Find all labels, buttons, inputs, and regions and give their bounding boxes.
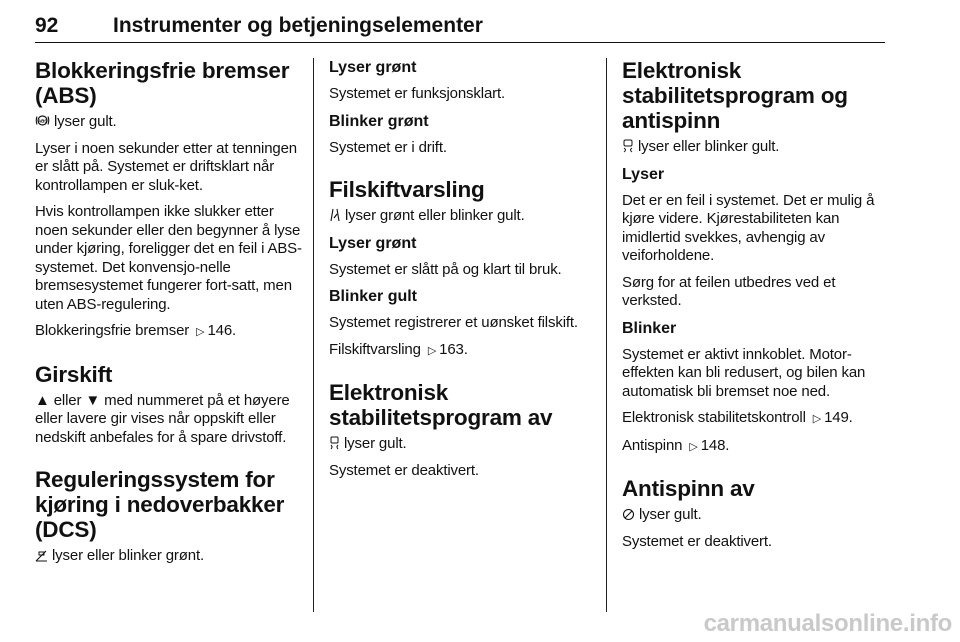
esp-indicator-line: lyser eller blinker gult. — [622, 138, 886, 157]
hill-descent-icon — [35, 548, 48, 562]
lane-departure-icon — [329, 208, 341, 222]
antispinn-reference: Antispinn ▷ 148. — [622, 436, 730, 454]
status-label: Lyser grønt — [329, 59, 417, 76]
page-ref-arrow-icon: ▷ — [427, 344, 437, 357]
status-text: Systemet er deaktivert. — [622, 532, 772, 550]
section-heading-dcs: Reguleringssystem for kjøring i nedoverbakker (DCS) — [35, 467, 285, 542]
status-text: Systemet er i drift. — [329, 138, 447, 156]
status-text: Systemet er deaktivert. — [329, 461, 479, 479]
section-heading-esp: Elektronisk stabilitetsprogram og antispinn — [622, 58, 848, 133]
watermark: carmanualsonline.info — [703, 610, 952, 637]
status-text: Systemet er aktivt innkoblet. Motor-effekten kan bli redusert, og bilen kan automatisk bli bremset noe ned. — [622, 345, 866, 400]
page-number: 92 — [35, 14, 59, 37]
page-title: Instrumenter og betjeningselementer — [113, 14, 483, 37]
ref-page: 163. — [439, 340, 468, 358]
esp-icon — [622, 139, 634, 153]
arrow-down-icon: ▼ — [85, 391, 101, 409]
svg-text:ABS: ABS — [37, 118, 48, 124]
column-middle — [329, 58, 591, 488]
antispinn-off-indicator-line: lyser gult. — [622, 506, 886, 525]
abs-paragraph: Hvis kontrollampen ikke slukker etter noen sekunder eller den begynner å lyse under kjøring, foreligger det en feil i ABS-systemet. Det konvensjo-nelle bremsesystemet fungerer fort-satt, men uten ABS-regulering. — [35, 203, 302, 313]
status-label: Blinker gult — [329, 288, 418, 305]
status-text: Systemet registrerer et uønsket filskift. — [329, 314, 578, 331]
section-heading-filskift: Filskiftvarsling — [329, 177, 485, 202]
ref-page: 148. — [700, 436, 730, 454]
status-label: Blinker grønt — [329, 112, 429, 130]
filskift-reference: Filskiftvarsling ▷ 163. — [329, 340, 468, 358]
status-label: Lyser — [622, 165, 665, 183]
status-text: Systemet er funksjonsklart. — [329, 85, 506, 102]
esp-off-indicator-line: lyser gult. — [329, 435, 591, 454]
column-divider — [313, 58, 314, 612]
abs-warning-icon — [35, 114, 50, 127]
status-text: Systemet er slått på og klart til bruk. — [329, 260, 562, 278]
ref-page: 146. — [207, 322, 237, 339]
filskift-indicator-line: lyser grønt eller blinker gult. — [329, 207, 591, 226]
status-text: Det er en feil i systemet. Det er mulig å kjøre videre. Kjørestabiliteten kan imidlertid svekkes, avhengig av veiforholdene. — [622, 191, 875, 264]
arrow-up-icon: ▲ — [35, 391, 50, 409]
section-heading-girskift: Girskift — [35, 361, 113, 387]
traction-control-off-icon — [622, 508, 635, 521]
girskift-text: ▲ eller ▼ med nummeret på et høyere eller lavere gir vises når oppskift eller nedskift anbefales for å spare drivstoff. — [35, 391, 290, 446]
page-ref-arrow-icon: ▷ — [689, 440, 698, 453]
abs-reference: Blokkeringsfrie bremser ▷ 146. — [35, 322, 237, 339]
page-ref-arrow-icon: ▷ — [196, 326, 205, 338]
column-left — [35, 58, 303, 574]
header-divider — [35, 42, 885, 43]
page-ref-arrow-icon: ▷ — [812, 413, 822, 425]
abs-indicator-line: ABS lyser gult. — [35, 113, 303, 132]
esp-reference: Elektronisk stabilitetskontroll ▷ 149. — [622, 409, 853, 426]
dcs-indicator-line: lyser eller blinker grønt. — [35, 547, 303, 566]
section-heading-abs: Blokkeringsfrie bremser (ABS) — [35, 58, 290, 108]
column-right — [622, 58, 886, 559]
column-divider — [606, 58, 607, 612]
section-heading-esp-off: Elektronisk stabilitetsprogram av — [329, 380, 553, 430]
status-text: Sørg for at feilen utbedres ved et verksted. — [622, 273, 836, 309]
esp-off-icon — [329, 436, 340, 450]
status-label: Lyser grønt — [329, 234, 417, 252]
status-label: Blinker — [622, 319, 677, 337]
ref-page: 149. — [824, 409, 853, 426]
page-header — [35, 10, 885, 40]
abs-paragraph: Lyser i noen sekunder etter at tenningen er slått på. Systemet er driftsklart når kontrollampen er sluk-ket. — [35, 139, 297, 194]
section-heading-antispinn-off: Antispinn av — [622, 476, 755, 501]
